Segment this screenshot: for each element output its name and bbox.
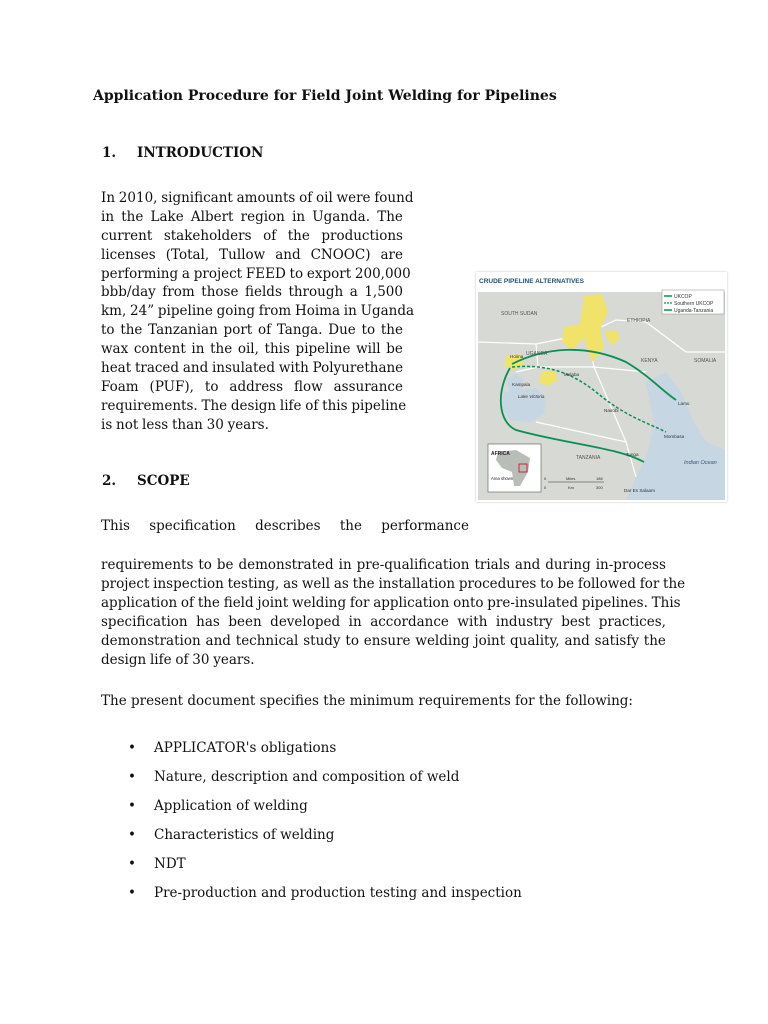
document-title: Application Procedure for Field Joint Welding for Pipelines bbox=[93, 88, 557, 104]
text-line: current stakeholders of the productions bbox=[101, 227, 403, 244]
text-line: Foam (PUF), to address flow assurance bbox=[101, 378, 403, 395]
place-label: Mombasa bbox=[664, 434, 685, 439]
country-label: UGANDA bbox=[526, 351, 548, 357]
country-label: KENYA bbox=[641, 358, 658, 364]
scale-unit: Miles bbox=[566, 476, 576, 481]
country-label: TANZANIA bbox=[576, 455, 601, 461]
scope-first-line: This specification describes the performance bbox=[101, 518, 469, 534]
text-line: to the Tanzanian port of Tanga. Due to the bbox=[101, 322, 403, 339]
text-line: km, 24” pipeline going from Hoima in Uganda bbox=[101, 303, 415, 320]
place-label: Malaba bbox=[564, 372, 580, 377]
inset-label: AFRICA bbox=[491, 451, 510, 457]
text-line: project inspection testing, as well as the installation procedures to be followed for the bbox=[101, 576, 686, 592]
legend-label: UKCOP bbox=[674, 294, 692, 300]
text-line: requirements to be demonstrated in pre-qualification trials and during in-process bbox=[101, 557, 666, 573]
bullet-icon: • bbox=[128, 856, 136, 872]
list-item-text: Characteristics of welding bbox=[154, 827, 335, 843]
list-item-text: Nature, description and composition of weld bbox=[154, 769, 460, 785]
text-line: In 2010, significant amounts of oil were found bbox=[101, 190, 414, 206]
place-label: Lamu bbox=[678, 401, 690, 406]
place-label: Kampala bbox=[512, 382, 531, 387]
text-line: specification has been developed in accordance with industry best practices, bbox=[101, 614, 666, 630]
list-item-text: Application of welding bbox=[154, 798, 308, 814]
scale-unit: Km bbox=[568, 485, 574, 490]
introduction-paragraph bbox=[101, 189, 415, 435]
place-label: Hoima bbox=[510, 354, 524, 359]
bullet-icon: • bbox=[128, 740, 136, 756]
place-label: Tanga bbox=[626, 452, 639, 457]
section-number: 1. bbox=[102, 145, 117, 161]
scale-value: 186 bbox=[596, 476, 603, 481]
legend-label: Southern UKCOP bbox=[674, 301, 714, 307]
scale-value: 300 bbox=[596, 485, 603, 490]
text-line: design life of 30 years. bbox=[101, 652, 255, 668]
scale-zero: 0 bbox=[544, 476, 547, 481]
text-line: performing a project FEED to export 200,000 bbox=[101, 265, 411, 282]
text-line: in the Lake Albert region in Uganda. The bbox=[101, 208, 403, 225]
text-line: is not less than 30 years. bbox=[101, 416, 269, 433]
inset-caption: Area shown bbox=[491, 476, 514, 481]
pipeline-map-figure bbox=[476, 272, 727, 502]
place-label: Nairobi bbox=[604, 408, 619, 413]
section-number: 2. bbox=[102, 473, 117, 489]
map-title: CRUDE PIPELINE ALTERNATIVES bbox=[479, 278, 584, 285]
bullet-icon: • bbox=[128, 798, 136, 814]
text-line: heat traced and insulated with Polyurethane bbox=[101, 360, 404, 377]
text-line: licenses (Total, Tullow and CNOOC) are bbox=[101, 246, 403, 263]
scope-paragraph bbox=[101, 556, 686, 670]
section-title: INTRODUCTION bbox=[137, 145, 264, 161]
list-item-text: NDT bbox=[154, 856, 186, 872]
bullet-icon: • bbox=[128, 827, 136, 843]
requirements-intro: The present document specifies the minimum requirements for the following: bbox=[101, 693, 633, 709]
legend-label: Uganda-Tanzania bbox=[674, 308, 714, 314]
text-line: requirements. The design life of this pipeline bbox=[101, 397, 407, 414]
water-label: Lake Victoria bbox=[518, 394, 545, 399]
country-label: ETHIOPIA bbox=[627, 318, 651, 324]
bullet-icon: • bbox=[128, 769, 136, 785]
section-title: SCOPE bbox=[137, 473, 190, 489]
list-item-text: APPLICATOR's obligations bbox=[154, 740, 337, 756]
text-line: bbb/day from those fields through a 1,500 bbox=[101, 284, 403, 301]
bullet-icon: • bbox=[128, 885, 136, 901]
text-line: wax content in the oil, this pipeline will be bbox=[101, 341, 403, 358]
place-label: Dar Es Salaam bbox=[624, 488, 655, 493]
scale-zero: 0 bbox=[544, 485, 547, 490]
water-label: Indian Ocean bbox=[684, 460, 717, 466]
text-line: demonstration and technical study to ensure welding joint quality, and satisfy the bbox=[101, 633, 666, 649]
list-item-text: Pre-production and production testing and inspection bbox=[154, 885, 522, 901]
pipeline-map bbox=[476, 272, 727, 502]
country-label: SOMALIA bbox=[694, 358, 717, 364]
country-label: SOUTH SUDAN bbox=[501, 311, 538, 317]
text-line: application of the field joint welding for application onto pre-insulated pipelines. This bbox=[101, 595, 681, 611]
